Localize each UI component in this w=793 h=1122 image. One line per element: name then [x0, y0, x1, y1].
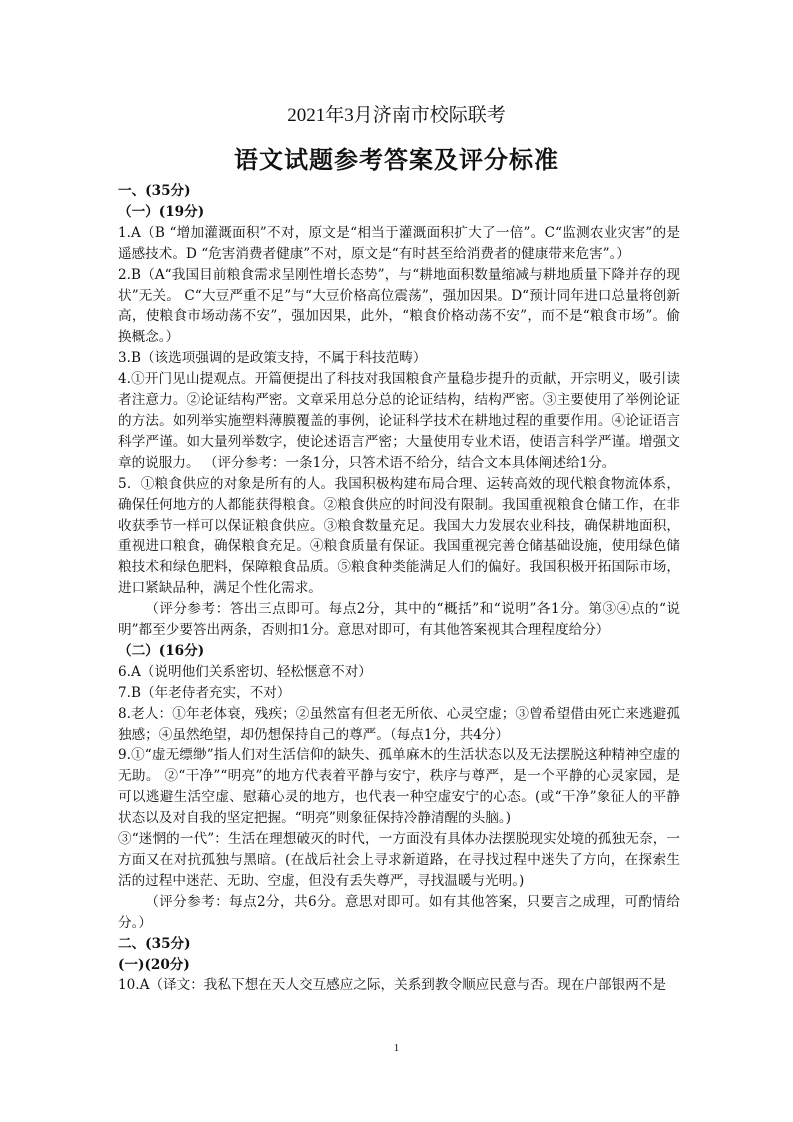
answer-item: ③“迷惘的一代”：生活在理想破灭的时代，一方面没有具体办法摆脱现实处境的孤独无奈，一方面又在对抗孤独与黑暗。(在战后社会上寻求新道路，在寻找过程中迷失了方向，在探索生活的过程中迷茫、无助、空虚，但没有丢失尊严，寻找温暖与光明。)	[118, 831, 680, 889]
answer-item: 2.B（A“我国目前粮食需求呈刚性增长态势”，与“耕地面积数量缩减与耕地质量下降并存的现状”无关。 C“大豆严重不足”与“大豆价格高位震荡”，强加因果。D“预计同年进口总量将创新高，使粮食市场动荡不安”，强加因果，此外，“粮食价格动荡不安”，而不是“粮食市场”。偷换概念。）	[118, 266, 680, 346]
answer-item: 6.A（说明他们关系密切、轻松惬意不对）	[118, 663, 372, 680]
answer-item: 1.A（B “增加灌溉面积”不对，原文是“相当于灌溉面积扩大了一倍”。C“监测农业灾害”的是遥感技术。D “危害消费者健康”不对，原文是“有时甚至给消费者的健康带来危害”。）	[118, 224, 680, 262]
subsection-heading: (一)(20分)	[118, 956, 190, 973]
subsection-heading: （二）(16分)	[118, 642, 205, 659]
answer-item: 3.B（该选项强调的是政策支持，不属于科技范畴）	[118, 350, 427, 367]
section-heading: 二、(35分)	[118, 935, 191, 952]
scoring-note: （评分参考：答出三点即可。每点2分，其中的“概括”和“说明”各1分。第③④点的“说明”都至少要答出两条，否则扣1分。意思对即可，有其他答案视其合理程度给分）	[118, 601, 680, 639]
answer-item: 8.老人：①年老体衰，残疾；②虽然富有但老无所依、心灵空虚；③曾希望借由死亡来逃避孤独感；④虽然绝望，却仍想保持自己的尊严。（每点1分，共4分）	[118, 705, 680, 743]
answer-body	[118, 181, 680, 996]
document-title: 语文试题参考答案及评分标准	[234, 146, 559, 174]
subsection-heading: （一）(19分)	[118, 203, 205, 220]
page-number: 1	[393, 1042, 400, 1054]
answer-item: 9.①“虚无缥缈”指人们对生活信仰的缺失、孤单麻木的生活状态以及无法摆脱这种精神空虚的无助。 ②“干净”“明亮”的地方代表着平静与安宁，秩序与尊严，是一个平静的心灵家园，是可以逃避生活空虚、慰藉心灵的地方，也代表一种空虚安宁的心态。(或“干净”象征人的平静状态以及对自我的坚定把握。“明亮”则象征保持冷静清醒的头脑。)	[118, 747, 680, 827]
section-heading: 一、(35分)	[118, 183, 191, 199]
answer-item: 4.①开门见山提观点。开篇便提出了科技对我国粮食产量稳步提升的贡献，开宗明义，吸引读者注意力。②论证结构严密。文章采用总分总的论证结构，结构严密。③主要使用了举例论证的方法。如列举实施塑料薄膜覆盖的事例，论证科学技术在耕地过程的重要作用。④论证语言科学严谨。如大量列举数字，使论述语言严密；大量使用专业术语，使语言科学严谨。增强文章的说服力。 （评分参考：一条1分，只答术语不给分，结合文本具体阐述给1分。	[118, 371, 680, 471]
answer-item: 10.A（译文：我私下想在天人交互感应之际，关系到教令顺应民意与否。现在户部银两不是	[118, 977, 666, 994]
exam-title: 2021年3月济南市校际联考	[287, 105, 506, 126]
answer-item: 7.B（年老侍者充实，不对）	[118, 684, 291, 701]
scoring-note: （评分参考：每点2分，共6分。意思对即可。如有其他答案，只要言之成理，可酌情给分。）	[118, 893, 680, 931]
answer-item: 5．①粮食供应的对象是所有的人。我国积极构建布局合理、运转高效的现代粮食物流体系，确保任何地方的人都能获得粮食。②粮食供应的时间没有限制。我国重视粮食仓储工作，在非收获季节一样可以保证粮食供应。③粮食数量充足。我国大力发展农业科技，确保耕地面积，重视进口粮食，确保粮食充足。④粮食质量有保证。我国重视完善仓储基础设施，使用绿色储粮技术和绿色肥料，保障粮食品质。⑤粮食种类能满足人们的偏好。我国积极开拓国际市场，进口紧缺品种，满足个性化需求。	[118, 475, 680, 597]
